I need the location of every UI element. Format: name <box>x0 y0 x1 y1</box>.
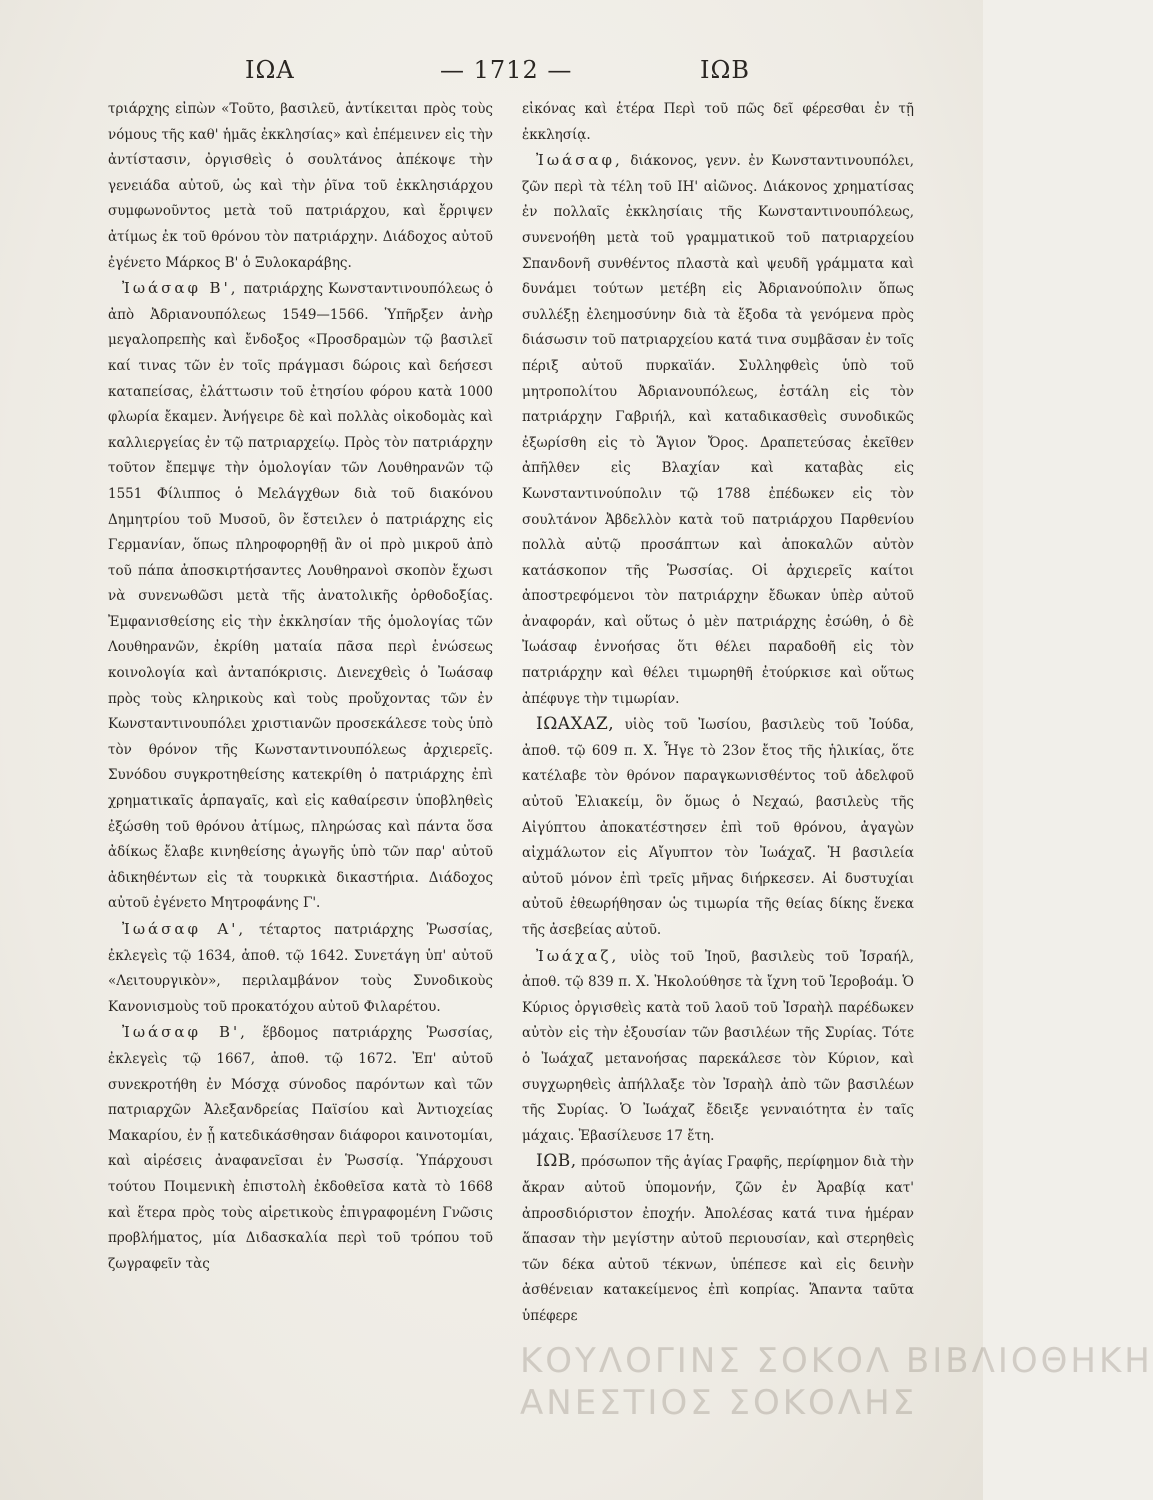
entry-paragraph <box>522 944 914 1150</box>
entry-text: τέταρτος πατριάρχης Ῥωσσίας, ἐκλεγεὶς τῷ 1634, ἀποθ. τῷ 1642. Συνετάγη ὑπ' αὐτοῦ «Λειτουργικὸν», περιλαμβάνον τοὺς Συνοδικοὺς Κανονισμοὺς τοῦ προκατόχου αὐτοῦ Φιλαρέτου. <box>108 922 493 1015</box>
entry-text: εἰκόνας καὶ ἑτέρα Περὶ τοῦ πῶς δεῖ φέρεσθαι ἐν τῇ ἐκκλησίᾳ. <box>522 101 914 143</box>
entry-headword: Ἰωάσαφ Β', <box>122 279 239 298</box>
entry-paragraph <box>522 712 914 943</box>
watermark-line-1: ΚΟΥΛΟΓΙΝΣ ΣΟΚΟΛ ΒΙΒΛΙΟΘΗΚΗ <box>520 1341 1153 1381</box>
entry-paragraph <box>108 276 493 917</box>
entry-paragraph <box>522 1149 914 1329</box>
entry-text: πατριάρχης Κωνσταντινουπόλεως ὁ ἀπὸ Ἀδριανουπόλεως 1549—1566. Ὑπῆρξεν ἀνὴρ μεγαλοπρεπὴς καὶ ἔνδοξος «Προσδραμὼν τῷ βασιλεῖ καί τινας τῶν ἐν τοῖς πράγμασι δώροις καὶ δεήσεσι καταπείσας, ἐλάττωσιν τοῦ ἐτησίου φόρου κατὰ 1000 φλωρία ἔκαμεν. Ἀνήγειρε δὲ καὶ πολλὰς οἰκοδομὰς καὶ καλλιεργείας ἐν τῷ πατριαρχείῳ. Πρὸς τὸν πατριάρχην τοῦτον ἔπεμψε τὴν ὁμολογίαν τῶν Λουθηρανῶν τῷ 1551 Φίλιππος ὁ Μελάγχθων διὰ τοῦ διακόνου Δημητρίου τοῦ Μυσοῦ, ὃν ἔστειλεν ὁ πατριάρχης εἰς Γερμανίαν, ὅπως πληροφορηθῇ ἂν οἱ πρὸ μικροῦ ἀπὸ τοῦ πάπα ἀποσκιρτήσαντες Λουθηρανοὶ σκοπὸν ἔχωσι νὰ συνενωθῶσι μετὰ τῆς ἀνατολικῆς ὀρθοδοξίας. Ἐμφανισθείσης εἰς τὴν ἐκκλησίαν τῆς ὁμολογίας τῶν Λουθηρανῶν, ἐκρίθη ματαία πᾶσα περὶ ἑνώσεως κοινολογία καὶ ἀνταπόκρισις. Διενεχθεὶς ὁ Ἰωάσαφ πρὸς τοὺς κληρικοὺς καὶ τοὺς προὔχοντας τῶν ἐν Κωνσταντινουπόλει χριστιανῶν προσεκάλεσε τοὺς ὑπὸ τὸν θρόνον τῆς Κωνσταντινουπόλεως ἀρχιερεῖς. Συνόδου συγκροτηθείσης κατεκρίθη ὁ πατριάρχης ἐπὶ χρηματικαῖς ἁρπαγαῖς, καὶ εἰς καθαίρεσιν ὑποβληθεὶς ἐξώσθη τοῦ θρόνου ἀτίμως, πληρώσας καὶ πάντα ὅσα ἀδίκως ἔλαβε κινηθείσης ἀγωγῆς ὑπὸ τῶν παρ' αὐτοῦ ἀδικηθέντων εἰς τὰ τουρκικὰ δικαστήρια. Διάδοχος αὐτοῦ ἐγένετο Μητροφάνης Γ'. <box>108 281 493 912</box>
right-column <box>522 97 914 1437</box>
entry-headword: Ἰωάσαφ, <box>536 151 623 170</box>
header-right-term: ΙΩΒ <box>700 56 751 84</box>
entry-text: υἱὸς τοῦ Ἰωσίου, βασιλεὺς τοῦ Ἰούδα, ἀποθ. τῷ 609 π. Χ. Ἦγε τὸ 23ον ἔτος τῆς ἡλικίας, ὅτε κατέλαβε τὸν θρόνον παραγκωνισθέντος τοῦ ἀδελφοῦ αὐτοῦ Ἐλιακείμ, ὃν ὅμως ὁ Νεχαώ, βασιλεὺς τῆς Αἰγύπτου ἀποκατέστησεν ἐπὶ τοῦ θρόνου, ἀγαγὼν αἰχμάλωτον εἰς Αἴγυπτον τὸν Ἰωάχαζ. Ἡ βασιλεία αὐτοῦ μόνον ἐπὶ τρεῖς μῆνας διήρκεσεν. Αἱ δυστυχίαι αὐτοῦ ἐθεωρήθησαν ὡς τιμωρία τῆς θείας δίκης ἕνεκα τῆς ἀσεβείας αὐτοῦ. <box>522 717 915 938</box>
entry-paragraph <box>108 1020 493 1277</box>
entry-paragraph <box>108 917 493 1020</box>
entry-headword: ΙΩΑΧΑΖ, <box>536 714 615 735</box>
entry-paragraph <box>522 148 914 712</box>
header-left-term: ΙΩΑ <box>245 56 295 84</box>
watermark-line-2: ΑΝΕΣΤΙΟΣ ΣΟΚΟΛΗΣ <box>520 1383 918 1423</box>
left-column <box>108 97 493 1437</box>
entry-text: ἕβδομος πατριάρχης Ῥωσσίας, ἐκλεγεὶς τῷ 1667, ἀποθ. τῷ 1672. Ἐπ' αὐτοῦ συνεκροτήθη ἐν Μόσχᾳ σύνοδος παρόντων καὶ τῶν πατριαρχῶν Ἀλεξανδρείας Παϊσίου καὶ Ἀντιοχείας Μακαρίου, ἐν ᾗ κατεδικάσθησαν διάφοροι καινοτομίαι, καὶ αἱρέσεις ἀναφανεῖσαι ἐν Ῥωσσίᾳ. Ὑπάρχουσι τούτου Ποιμενικὴ ἐπιστολὴ ἐκδοθεῖσα κατὰ τὸ 1668 καὶ ἕτερα πρὸς τοὺς αἱρετικοὺς ἐπιγραφομένη Γνῶσις προβλήματος, μία Διδασκαλία περὶ τοῦ τρόπου τοῦ ζωγραφεῖν τὰς <box>108 1025 493 1272</box>
entry-text: υἱὸς τοῦ Ἰηοῦ, βασιλεὺς τοῦ Ἰσραήλ, ἀποθ. τῷ 839 π. Χ. Ἠκολούθησε τὰ ἴχνη τοῦ Ἱεροβοάμ. Ὁ Κύριος ὀργισθεὶς κατὰ τοῦ λαοῦ τοῦ Ἰσραὴλ παρέδωκεν αὐτὸν εἰς τὴν ἐξουσίαν τῶν βασιλέων τῆς Συρίας. Τότε ὁ Ἰωάχαζ μετανοήσας παρεκάλεσε τὸν Κύριον, καὶ συγχωρηθεὶς ἀπήλλαξε τὸν Ἰσραὴλ ἀπὸ τῶν βασιλέων τῆς Συρίας. Ὁ Ἰωάχαζ ἔδειξε γενναιότητα ἐν ταῖς μάχαις. Ἐβασίλευσε 17 ἔτη. <box>522 948 915 1144</box>
entry-text: διάκονος, γενν. ἐν Κωνσταντινουπόλει, ζῶν περὶ τὰ τέλη τοῦ ΙΗ' αἰῶνος. Διάκονος χρηματίσας ἐν πολλαῖς ἐκκλησίαις τῆς Κωνσταντινουπόλεως, συνενοήθη μετὰ τοῦ γραμματικοῦ τοῦ πατριαρχείου Σπανδονῆ συνθέντος πλαστὰ καὶ ψευδῆ γράμματα καὶ δυνάμει τούτων μετέβη εἰς Ἀδριανούπολιν ὅπως συλλέξῃ ἐλεημοσύνην διὰ τὰ ἔξοδα τὰ γενόμενα πρὸς διάσωσιν τοῦ πατριαρχείου κατά τινα συμβᾶσαν ἐν τοῖς πέριξ αὐτοῦ πυρκαϊάν. Συλληφθεὶς ὑπὸ τοῦ μητροπολίτου Ἀδριανουπόλεως, ἐστάλη εἰς τὸν πατριάρχην Γαβριήλ, καὶ καταδικασθεὶς συνοδικῶς ἐξωρίσθη εἰς τὸ Ἅγιον Ὄρος. Δραπετεύσας ἐκεῖθεν ἀπῆλθεν εἰς Βλαχίαν καὶ καταβὰς εἰς Κωνσταντινούπολιν τῷ 1788 ἐπέδωκεν εἰς τὸν σουλτάνον Ἀβδελλὸν κατὰ τοῦ πατριάρχου Παρθενίου πολλὰ αὐτῷ προσάπτων καὶ ἀποκαλῶν αὐτὸν κατάσκοπον τῆς Ῥωσσίας. Οἱ ἀρχιερεῖς καίτοι ἀποστρεφόμενοι τὸν πατριάρχην ἔδωκαν ὑπὲρ αὐτοῦ ἀναφοράν, καὶ οὕτως ὁ μὲν πατριάρχης ἐσώθη, ὁ δὲ Ἰωάσαφ ἐννοήσας ὅτι θέλει παραδοθῆ εἰς τὸν πατριάρχην καὶ θέλει τιμωρηθῆ ἐτούρκισε καὶ οὕτως ἀπέφυγε τὴν τιμωρίαν. <box>522 153 914 707</box>
entry-headword: Ἰωάχαζ, <box>536 946 620 965</box>
entry-headword: Ἰωάσαφ Α', <box>122 920 247 938</box>
page-number: — 1712 — <box>440 56 573 84</box>
entry-headword: ΙΩΒ, <box>536 1151 577 1172</box>
entry-paragraph <box>108 97 493 276</box>
entry-headword: Ἰωάσαφ Β', <box>122 1023 248 1042</box>
entry-text: πρόσωπον τῆς ἁγίας Γραφῆς, περίφημον διὰ τὴν ἄκραν αὐτοῦ ὑπομονήν, ζῶν ἐν Ἀραβίᾳ κατ' ἀπροσδιόριστον ἐποχήν. Ἀπολέσας κατά τινα ἡμέραν ἅπασαν τὴν μεγίστην αὐτοῦ περιουσίαν, καὶ στερηθεὶς τῶν δέκα αὐτοῦ τέκνων, ὑπέπεσε καὶ εἰς δεινὴν ἀσθένειαν κατακείμενος ἐπὶ κοπρίας. Ἅπαντα ταῦτα ὑπέφερε <box>522 1154 915 1324</box>
page-header <box>100 50 900 90</box>
entry-paragraph <box>522 97 914 148</box>
entry-text: τριάρχης εἰπὼν «Τοῦτο, βασιλεῦ, ἀντίκειται πρὸς τοὺς νόμους τῆς καθ' ἡμᾶς ἐκκλησίας» καὶ ἐπέμεινεν εἰς τὴν ἀντίστασιν, ὀργισθεὶς ὁ σουλτάνος ἀπέκοψε τὴν γενειάδα αὐτοῦ, ὡς καὶ τὴν ῥῖνα τοῦ ἐκκλησιάρχου συμφωνοῦντος μετὰ τοῦ πατριάρχου, καὶ ἔρριψεν ἀτίμως ἐκ τοῦ θρόνου τὸν πατριάρχην. Διάδοχος αὐτοῦ ἐγένετο Μάρκος Β' ὁ Ξυλοκαράβης. <box>108 101 493 271</box>
